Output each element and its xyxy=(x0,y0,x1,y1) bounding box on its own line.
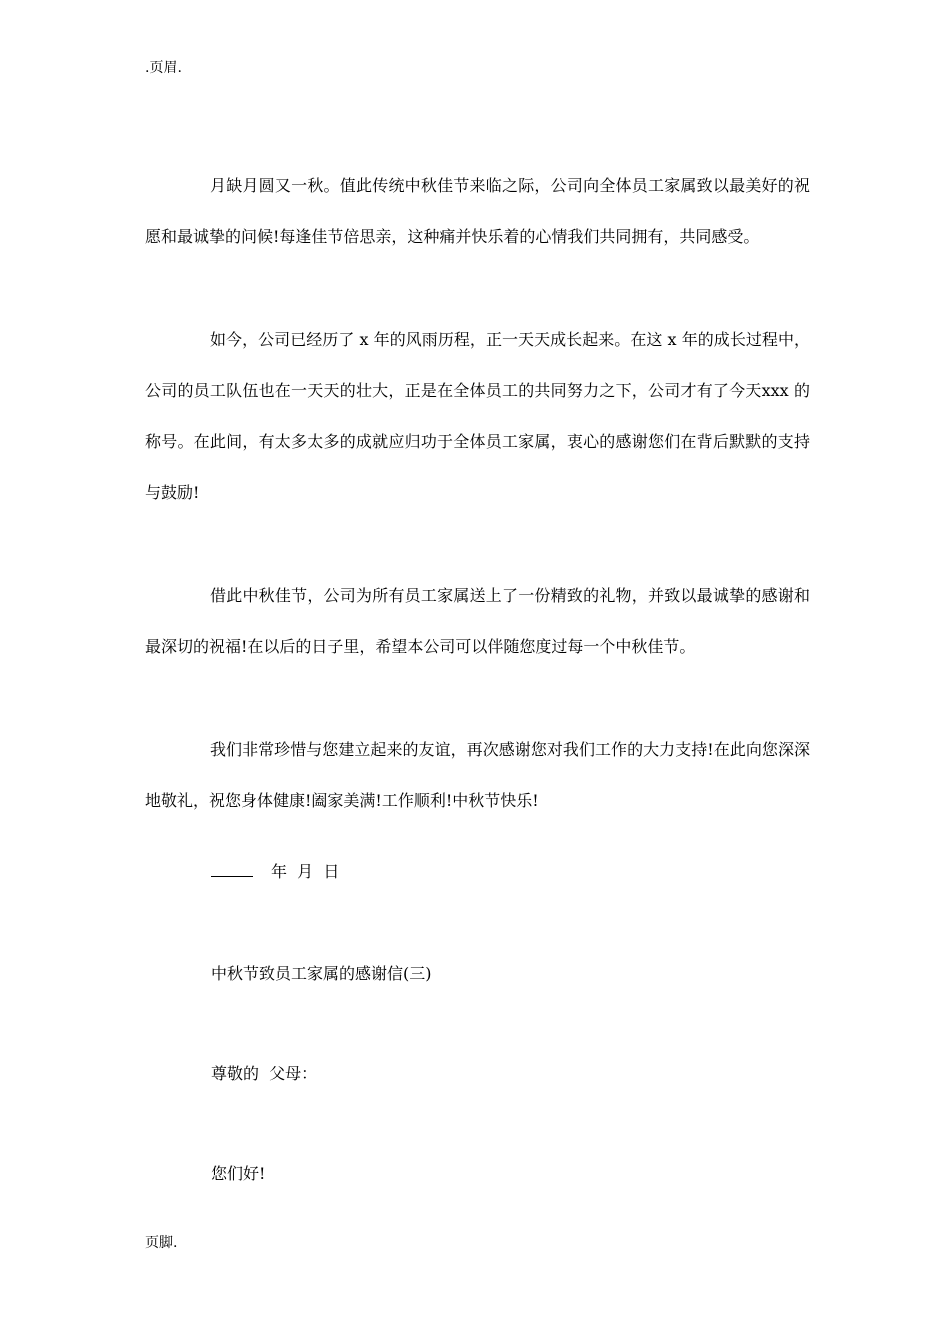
date-text: 年 月 日 xyxy=(271,862,340,881)
paragraph-1: 月缺月圆又一秋。值此传统中秋佳节来临之际，公司向全体员工家属致以最美好的祝愿和最诚挚的问候!每逢佳节倍思亲，这种痛并快乐着的心情我们共同拥有，共同感受。 xyxy=(145,176,810,246)
letter-body xyxy=(145,160,810,826)
salutation: 尊敬的 父母： xyxy=(211,1064,318,1083)
page-header: .页眉. xyxy=(145,60,182,76)
greeting: 您们好! xyxy=(211,1164,266,1183)
paragraph-2: 如今，公司已经历了 x 年的风雨历程，正一天天成长起来。在这 x 年的成长过程中，公司的员工队伍也在一天天的壮大，正是在全体员工的共同努力之下，公司才有了今天xxx 的称号。在此间，有太多太多的成就应归功于全体员工家属，衷心的感谢您们在背后默默的支持与鼓励! xyxy=(145,330,810,502)
letter-title: 中秋节致员工家属的感谢信(三) xyxy=(211,964,432,983)
date-line xyxy=(211,860,339,884)
date-blank-underline xyxy=(211,860,253,877)
paragraph-4: 我们非常珍惜与您建立起来的友谊，再次感谢您对我们工作的大力支持!在此向您深深地敬礼，祝您身体健康!阖家美满!工作顺利!中秋节快乐! xyxy=(145,740,810,810)
paragraph-3: 借此中秋佳节，公司为所有员工家属送上了一份精致的礼物，并致以最诚挚的感谢和最深切的祝福!在以后的日子里，希望本公司可以伴随您度过每一个中秋佳节。 xyxy=(145,586,810,656)
page-footer: 页脚. xyxy=(145,1235,178,1251)
